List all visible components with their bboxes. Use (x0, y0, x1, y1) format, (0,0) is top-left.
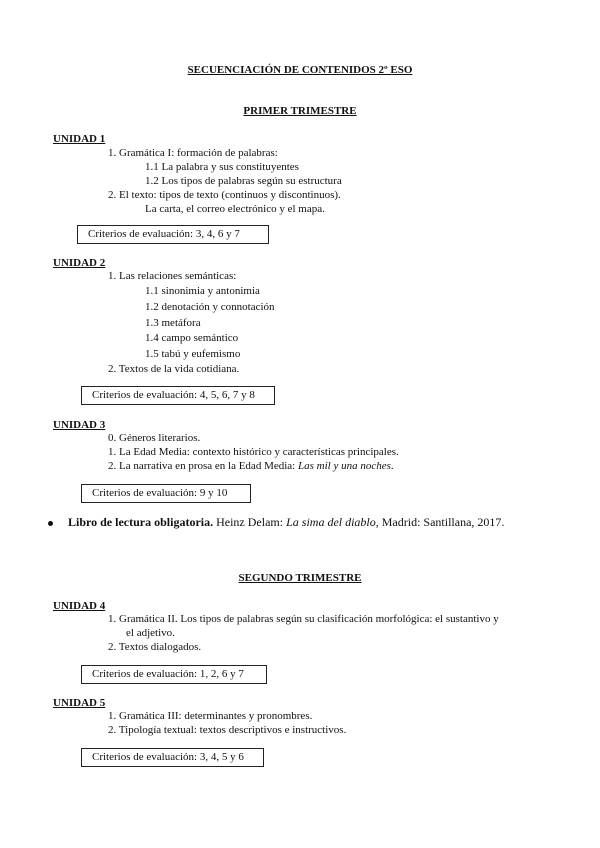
unidad-3-criteria-box: Criterios de evaluación: 9 y 10 (81, 484, 251, 503)
unidad-2-subitem: 1.4 campo semántico (145, 332, 239, 344)
unidad-1-criteria-box: Criterios de evaluación: 3, 4, 6 y 7 (77, 225, 269, 244)
unidad-1-title: UNIDAD 1 (53, 133, 106, 145)
unidad-2-subitem: 1.5 tabú y eufemismo (145, 348, 241, 360)
unidad-2-subitem: 1.3 metáfora (145, 317, 201, 329)
unidad-5-criteria-box: Criterios de evaluación: 3, 4, 5 y 6 (81, 748, 264, 767)
unidad-5-item: 2. Tipología textual: textos descriptivos e instructivos. (108, 724, 347, 736)
required-reading-publisher: , Madrid: Santillana, 2017. (375, 515, 505, 529)
unidad-1-item: 1. Gramática I: formación de palabras: (108, 147, 278, 159)
unidad-3-item: 1. La Edad Media: contexto histórico y características principales. (108, 446, 399, 458)
required-reading-label: Libro de lectura obligatoria. (68, 515, 214, 529)
trimestre-1-heading: PRIMER TRIMESTRE (243, 105, 357, 117)
unidad-4-item-continued: el adjetivo. (126, 627, 175, 639)
unidad-2-item: 2. Textos de la vida cotidiana. (108, 363, 240, 375)
unidad-2-criteria-box: Criterios de evaluación: 4, 5, 6, 7 y 8 (81, 386, 275, 405)
unidad-3-item: 0. Géneros literarios. (108, 432, 201, 444)
unidad-5-item: 1. Gramática III: determinantes y pronombres. (108, 710, 313, 722)
bullet-icon (48, 521, 53, 526)
unidad-2-subitem: 1.1 sinonimia y antonimia (145, 285, 260, 297)
required-reading (68, 516, 504, 529)
unidad-3-item-end: . (390, 460, 394, 472)
unidad-2-title: UNIDAD 2 (53, 257, 106, 269)
unidad-3-item-text: 2. La narrativa en prosa en la Edad Media: (108, 460, 298, 472)
unidad-1-item: 2. El texto: tipos de texto (continuos y discontinuos). (108, 189, 341, 201)
unidad-3-title: UNIDAD 3 (53, 419, 106, 431)
unidad-1-subitem: 1.1 La palabra y sus constituyentes (145, 161, 299, 173)
required-reading-work: La sima del diablo (286, 515, 376, 529)
unidad-2-item: 1. Las relaciones semánticas: (108, 270, 237, 282)
required-reading-author: Heinz Delam: (213, 515, 287, 529)
las-mil-y-una-noches-title: Las mil y una noches (297, 460, 391, 472)
unidad-3-item (108, 460, 394, 473)
unidad-4-title: UNIDAD 4 (53, 600, 106, 612)
unidad-2-subitem: 1.2 denotación y connotación (145, 301, 275, 313)
unidad-5-title: UNIDAD 5 (53, 697, 106, 709)
trimestre-2-heading: SEGUNDO TRIMESTRE (238, 572, 362, 584)
document-title: SECUENCIACIÓN DE CONTENIDOS 2º ESO (187, 64, 413, 76)
unidad-1-subitem: La carta, el correo electrónico y el mapa. (145, 203, 325, 215)
unidad-4-criteria-box: Criterios de evaluación: 1, 2, 6 y 7 (81, 665, 267, 684)
unidad-4-item: 1. Gramática II. Los tipos de palabras según su clasificación morfológica: el sustantivo y (108, 613, 499, 625)
unidad-1-subitem: 1.2 Los tipos de palabras según su estructura (145, 175, 342, 187)
unidad-4-item: 2. Textos dialogados. (108, 641, 202, 653)
